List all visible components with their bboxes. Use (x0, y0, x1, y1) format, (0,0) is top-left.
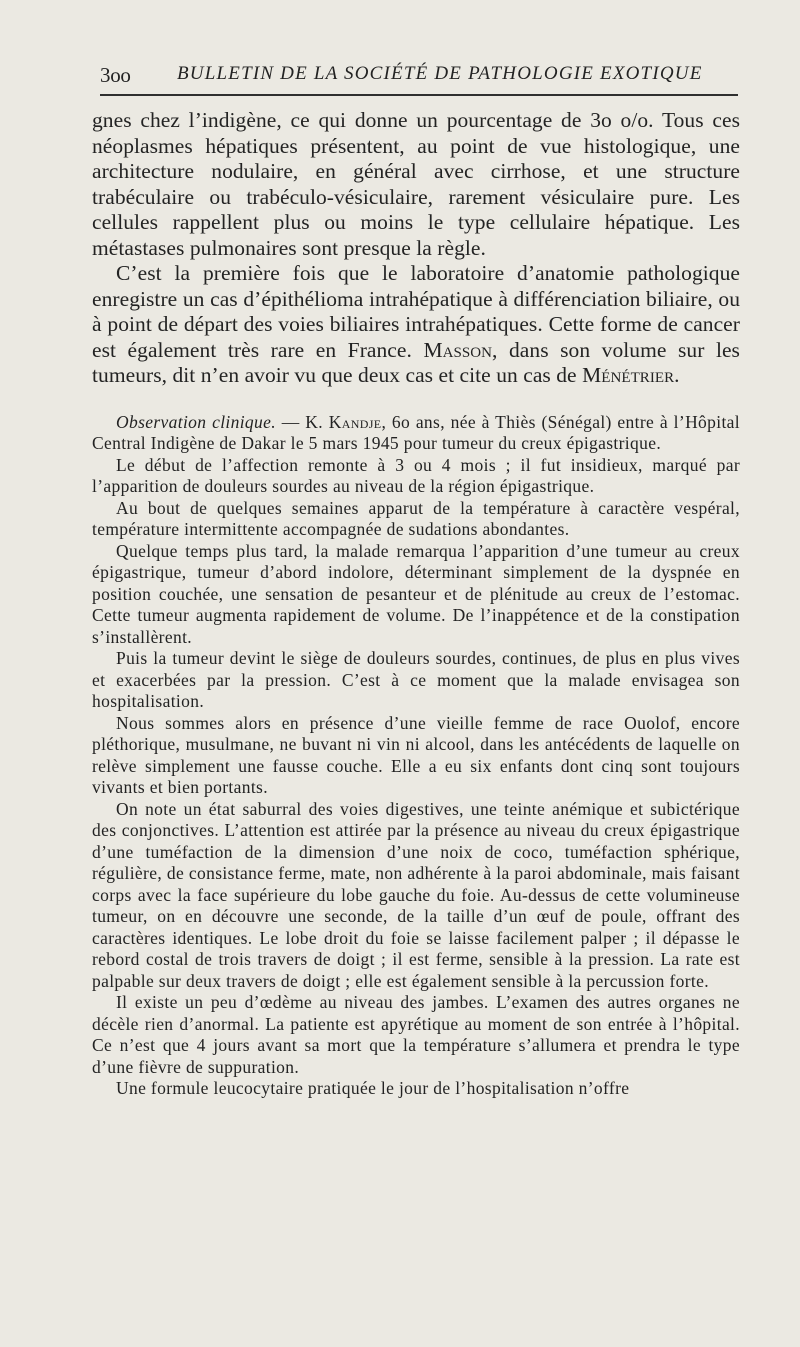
pain-paragraph: Puis la tumeur devint le siège de douleurs sourdes, continues, de plus en plus vives et exacerbées par la pression. C’est à ce moment que la malade envisagea son hospitalisation. (92, 648, 740, 711)
document-body (92, 108, 740, 1100)
page-header (100, 62, 738, 96)
examination-paragraph: On note un état saburral des voies digestives, une teinte anémique et subictérique des conjonctives. L’attention est attirée par la présence au niveau du creux épigastrique d’une tuméfaction de la dimension d’une noix de coco, tuméfaction sphérique, régulière, de consistance ferme, mate, non adhérente à la paroi abdominale, mais faisant corps avec la face supérieure du lobe gauche du foie. Au-dessus de cette volumineuse tumeur, on en découvre une seconde, de la taille d’un œuf de poule, offrant des caractères identiques. Le lobe droit du foie se laisse facilement palper ; il dépasse le rebord costal de trois travers de doigt ; il est ferme, sensible à la pression. La rate est palpable sur deux travers de doigt ; elle est également sensible à la percussion forte. (92, 798, 740, 991)
organ-exam-paragraph: Il existe un peu d’œdème au niveau des jambes. L’examen des autres organes ne décèle rien d’anormal. La patiente est apyrétique au moment de son entrée à l’hôpital. Ce n’est que 4 jours avant sa mort que la température s’allumera et prendra le type d’une fièvre de suppuration. (92, 992, 740, 1077)
heading-dash: — (281, 411, 300, 432)
tumor-appearance-paragraph: Quelque temps plus tard, la malade remarqua l’apparition d’une tumeur au creux épigastrique, tumeur d’abord indolore, déterminant simplement de la dyspnée en position couchée, une sensation de pesanteur et de plénitude au creux de l’estomac. Cette tumeur augmenta rapidement de volume. De l’inappétence et de la constipation s’installèrent. (92, 540, 740, 647)
patient-name: Kandje, (328, 411, 387, 432)
section-spacer (92, 389, 740, 412)
author-name: Ménétrier. (582, 363, 680, 387)
symptom-onset-paragraph: Le début de l’affection remonte à 3 ou 4 mois ; il fut insidieux, marqué par l’apparition de douleurs sourdes au niveau de la région épigastrique. (92, 454, 740, 496)
paragraph-text: C’est la première fois que le laboratoire d’anatomie pathologique enregistre un cas d’épithélioma intrahépatique à différenciation biliaire, ou à point de départ des voies biliaires intrahépatiques. Cette forme de cancer est également très rare en France. (92, 261, 740, 362)
leukocyte-paragraph: Une formule leucocytaire pratiquée le jour de l’hospitalisation n’offre (116, 1078, 630, 1098)
author-name: Masson, (423, 337, 498, 362)
clinical-observation-paragraph (92, 412, 740, 455)
paragraph-continuation: gnes chez l’indigène, ce qui donne un pourcentage de 3o o/o. Tous ces néoplasmes hépatiques présentent, au point de vue histologique, une architecture nodulaire, en général avec cirrhose, et une structure trabéculaire ou trabéculo-vésiculaire, rarement vésiculaire pure. Les cellules rappellent plus ou moins le type cellulaire hépatique. Les métastases pulmonaires sont presque la règle. (92, 108, 740, 260)
patient-history-paragraph: Nous sommes alors en présence d’une vieille femme de race Ouolof, encore pléthorique, musulmane, ne buvant ni vin ni alcool, dans les antécédents de laquelle on relève simplement une fausse couche. Elle a eu six enfants dont cinq sont toujours vivants et bien portants. (92, 712, 740, 797)
paragraph-text: 6o ans, née à Thiès (Sénégal) entre à l’Hôpital Central Indigène de Dakar le 5 mars 1945 pour tumeur du creux épigastrique. (92, 411, 741, 453)
page-number: 3oo (100, 63, 131, 87)
paragraph-text: dans son volume sur les tumeurs, dit n’en avoir vu que deux cas et cite un cas de (92, 337, 740, 387)
header-rule (100, 94, 738, 96)
running-title: BULLETIN DE LA SOCIÉTÉ DE PATHOLOGIE EXOTIQUE (177, 63, 703, 84)
section-heading: Observation clinique. (116, 411, 276, 432)
patient-initial: K. (305, 411, 323, 432)
temperature-paragraph: Au bout de quelques semaines apparut de la température à caractère vespéral, température intermittente accompagnée de sudations abondantes. (92, 497, 740, 539)
paragraph-biliary-case (92, 261, 740, 389)
